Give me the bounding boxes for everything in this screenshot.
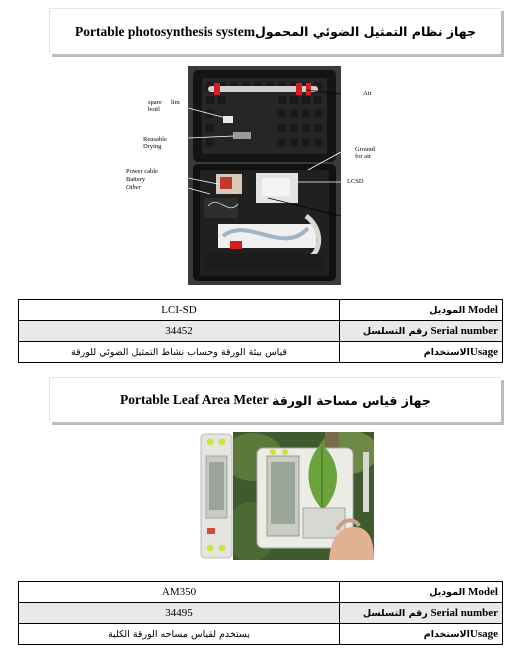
serial-value: 34452 <box>19 321 340 342</box>
serial-label-en: Serial number <box>430 325 498 337</box>
label-lcsd: LCSD <box>347 178 364 185</box>
section2-title-en: Portable Leaf Area Meter <box>120 392 269 407</box>
label-reusable: Reusable <box>143 136 167 143</box>
model-label <box>340 582 503 603</box>
section2-title <box>49 377 501 422</box>
usage-label-en: Usage <box>469 346 498 358</box>
serial-value: 34495 <box>19 603 340 624</box>
label-drying: Drying <box>143 143 162 150</box>
usage-value <box>19 624 340 645</box>
model-label-en: Model <box>468 304 498 316</box>
serial-label-ar: رقم التسلسل <box>362 608 428 619</box>
table-row-model <box>19 300 503 321</box>
leaf-area-spec-table <box>18 581 503 645</box>
label-power-cable: Power cable <box>126 168 158 175</box>
model-value: LCI-SD <box>19 300 340 321</box>
usage-label-ar: الاستخدام <box>423 347 470 358</box>
usage-label <box>340 342 503 363</box>
serial-label <box>340 603 503 624</box>
section1-title-ar: جهاز نظام التمثيل الضوئي المحمول <box>255 24 477 39</box>
leaf-meter-device-image <box>199 432 234 560</box>
section1-title <box>49 8 501 54</box>
photosynthesis-case-image <box>188 66 341 285</box>
label-battery: Battery <box>126 176 146 183</box>
usage-value <box>19 342 340 363</box>
label-ground: Ground <box>355 146 375 153</box>
model-label-ar: الموديل <box>429 305 466 316</box>
leaf-area-meter-in-use-photo <box>233 432 374 560</box>
label-other: Other <box>126 184 142 191</box>
table-row-model <box>19 582 503 603</box>
label-for-air: for air <box>355 153 372 160</box>
serial-label-ar: رقم التسلسل <box>362 326 428 337</box>
usage-value-text: قياس بيئة الورقة وحساب نشاط التمثيل الضوئي للورقة <box>71 347 287 358</box>
leaf-meter-in-use-image <box>233 432 374 560</box>
label-lime: lim <box>171 99 180 106</box>
model-label <box>340 300 503 321</box>
section2-title-ar: جهاز قياس مساحة الورقة <box>271 392 431 408</box>
usage-label-ar: الاستخدام <box>423 629 470 640</box>
section1-title-en: Portable photosynthesis system <box>74 23 255 39</box>
serial-label <box>340 321 503 342</box>
photosynthesis-system-photo <box>188 66 341 285</box>
usage-label <box>340 624 503 645</box>
usage-label-en: Usage <box>469 628 498 640</box>
usage-value-text: يستخدم لقياس مساحه الورقة الكلية <box>107 629 251 640</box>
model-label-en: Model <box>468 586 498 598</box>
table-row-usage <box>19 342 503 363</box>
label-spare: spare <box>148 99 162 106</box>
serial-label-en: Serial number <box>430 607 498 619</box>
label-bottle: bottl <box>148 106 160 113</box>
table-row-usage <box>19 624 503 645</box>
model-label-ar: الموديل <box>429 587 466 598</box>
photosynthesis-spec-table <box>18 299 503 363</box>
label-air: Air <box>363 90 372 97</box>
leaf-area-meter-device-photo <box>199 432 234 560</box>
table-row-serial <box>19 603 503 624</box>
model-value: AM350 <box>19 582 340 603</box>
table-row-serial <box>19 321 503 342</box>
